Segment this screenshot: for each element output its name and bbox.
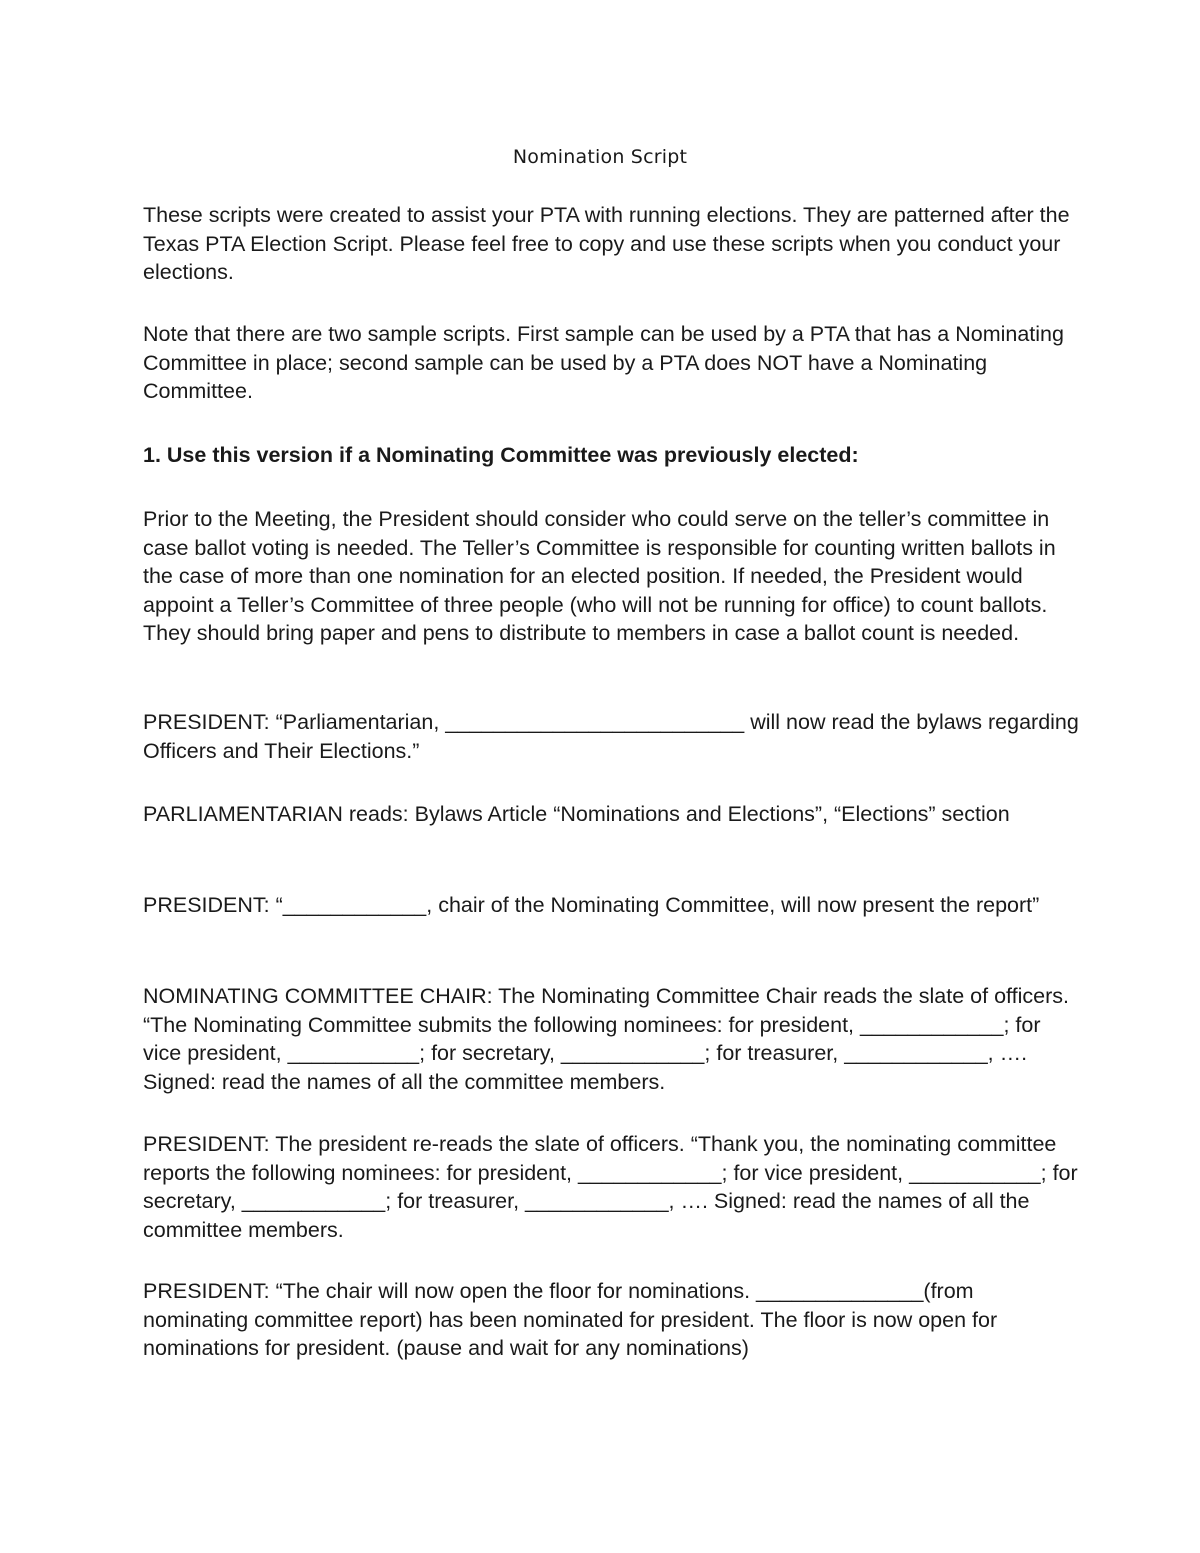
note-paragraph: Note that there are two sample scripts. First sample can be used by a PTA that has a Nominating Committee in place; second sample can be used by a PTA does NOT have a Nominating Committee. (143, 322, 1064, 404)
nominating-committee-chair-paragraph: NOMINATING COMMITTEE CHAIR: The Nominating Committee Chair reads the slate of officers. “The Nominating Committee submits the following nominees: for president, ____________; for vice president, ___________; for secretary, ____________; for treasurer, ____________, …. Signed: read the names of all the committee members. (143, 984, 1069, 1094)
president-open-floor-paragraph: PRESIDENT: “The chair will now open the floor for nominations. ______________(from nominating committee report) has been nominated for president. The floor is now open for nominations for president. (pause and wait for any nominations) (143, 1279, 998, 1361)
president-nominating-chair-paragraph: PRESIDENT: “____________, chair of the Nominating Committee, will now present the report” (143, 893, 1040, 917)
prior-meeting-paragraph: Prior to the Meeting, the President should consider who could serve on the teller’s committee in case ballot voting is needed. The Teller’s Committee is responsible for counting written ballots in the case of more than one nomination for an elected position. If needed, the President would appoint a Teller’s Committee of three people (who will not be running for office) to count ballots. They should bring paper and pens to distribute to members in case a ballot count is needed. (143, 507, 1056, 646)
president-parliamentarian-paragraph: PRESIDENT: “Parliamentarian, _________________________ will now read the bylaws regarding Officers and Their Elections.” (143, 710, 1079, 763)
section-heading: 1. Use this version if a Nominating Committee was previously elected: (143, 443, 859, 467)
intro-paragraph: These scripts were created to assist your PTA with running elections. They are patterned after the Texas PTA Election Script. Please feel free to copy and use these scripts when you conduct your elections. (143, 203, 1070, 285)
page-title: Nomination Script (512, 146, 688, 168)
president-slate-paragraph: PRESIDENT: The president re-reads the slate of officers. “Thank you, the nominating committee reports the following nominees: for president, ____________; for vice president, ___________; for secretary, ____________; for treasurer, ____________, …. Signed: read the names of all the committee members. (143, 1132, 1078, 1242)
parliamentarian-paragraph: PARLIAMENTARIAN reads: Bylaws Article “Nominations and Elections”, “Elections” section (143, 802, 1010, 826)
